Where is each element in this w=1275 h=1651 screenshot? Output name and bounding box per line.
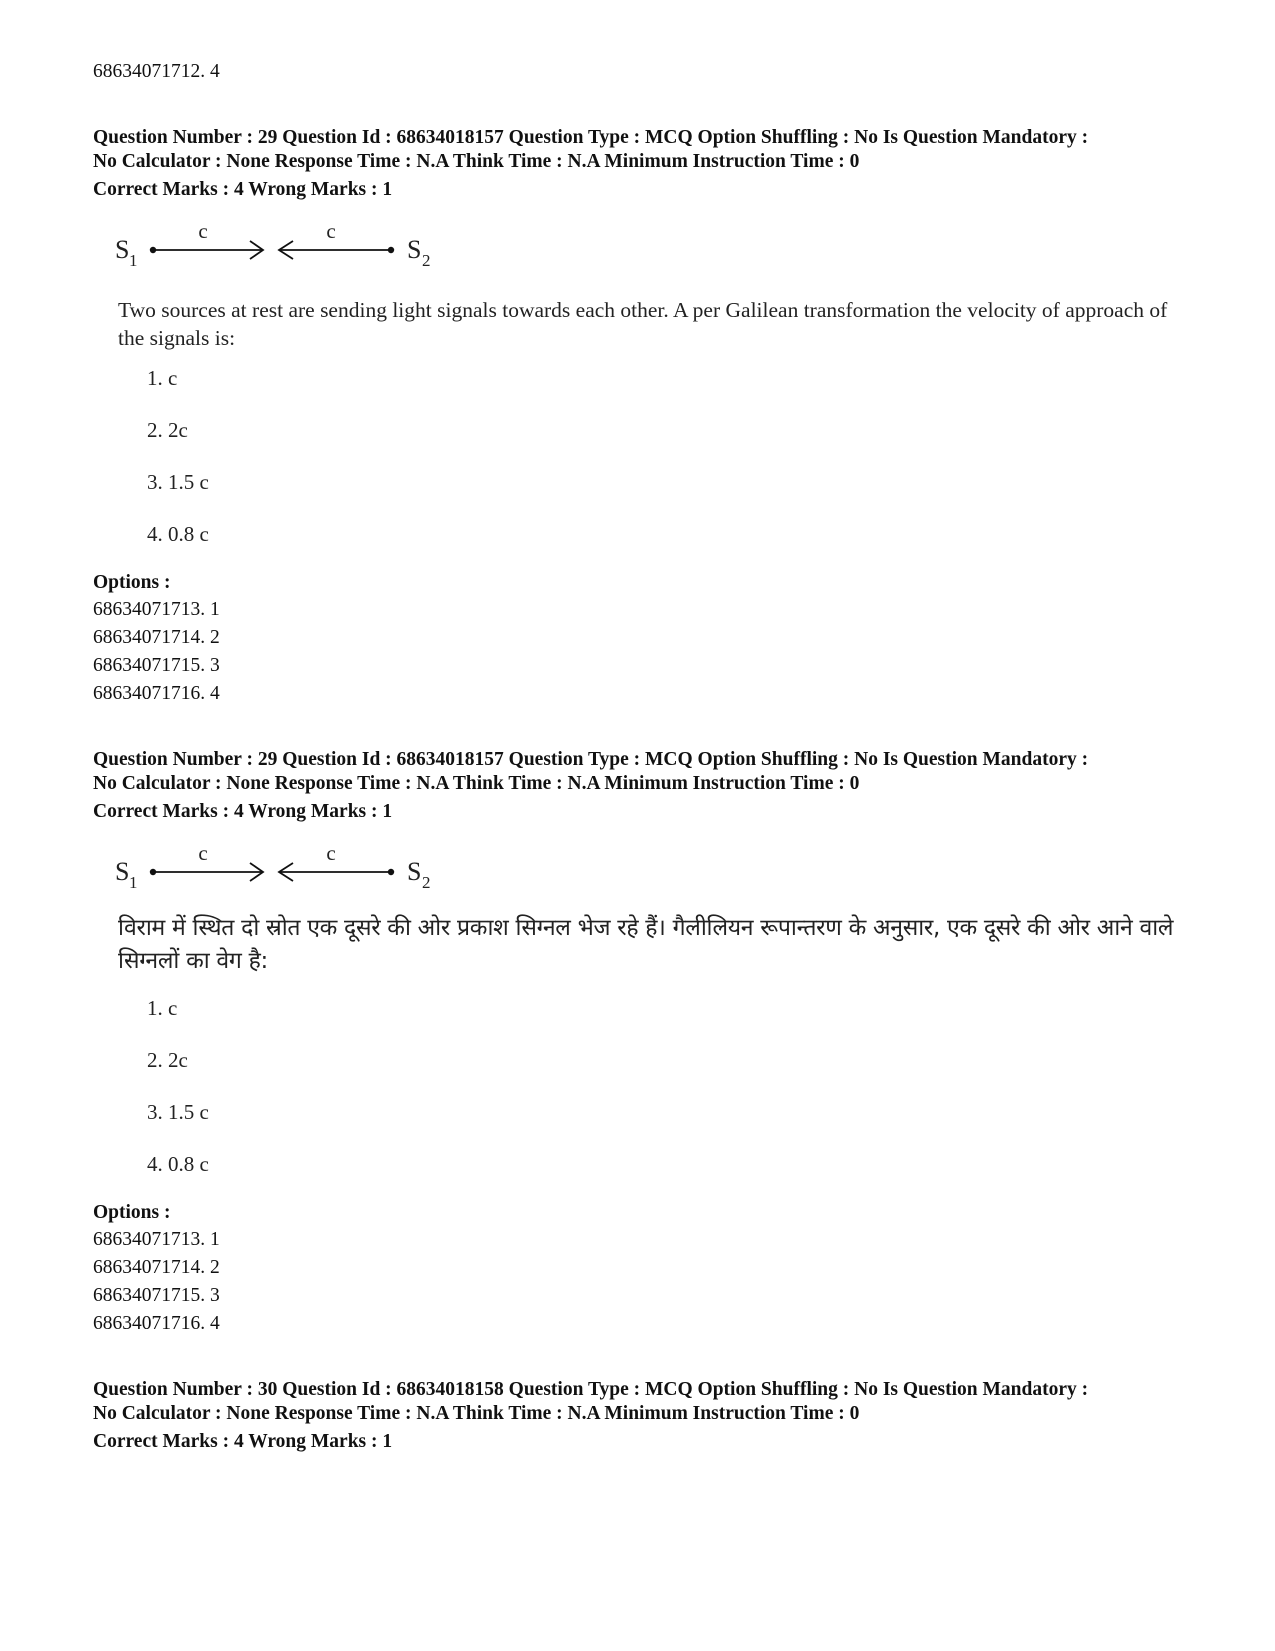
previous-option-line: 68634071712. 4 [93, 61, 220, 82]
source-s1-label: S [115, 235, 130, 264]
question-header [93, 126, 1203, 202]
source-s2-subscript: 2 [422, 873, 431, 892]
marks-line: Correct Marks : 4 Wrong Marks : 1 [93, 801, 393, 822]
source-s2-label: S [407, 235, 422, 264]
source-s1-subscript: 1 [129, 873, 138, 892]
question-meta-line-2: No Calculator : None Response Time : N.A Think Time : N.A Minimum Instruction Time : 0 [93, 772, 860, 794]
question-meta-line-2: No Calculator : None Response Time : N.A Think Time : N.A Minimum Instruction Time : 0 [93, 1402, 860, 1424]
question-meta-line-1: Question Number : 30 Question Id : 68634018158 Question Type : MCQ Option Shuffling : No Is Question Mandatory : [93, 1379, 1089, 1400]
option-id-line: 68634071714. 2 [93, 1257, 220, 1278]
right-arrow-velocity-label: c [326, 224, 336, 243]
question-header [93, 1378, 1203, 1454]
source-s1-label: S [115, 857, 130, 886]
option-id-line: 68634071715. 3 [93, 655, 220, 676]
sources-diagram [113, 846, 453, 898]
question-meta-line-1: Question Number : 29 Question Id : 68634018157 Question Type : MCQ Option Shuffling : No Is Question Mandatory : [93, 749, 1089, 770]
choice-item: 4. 0.8 c [147, 1152, 209, 1176]
choice-item: 2. 2c [147, 418, 188, 442]
source-s1-subscript: 1 [129, 251, 138, 270]
left-arrow-velocity-label: c [198, 224, 208, 243]
marks-line: Correct Marks : 4 Wrong Marks : 1 [93, 179, 393, 200]
choice-item: 2. 2c [147, 1048, 188, 1072]
question-text-hindi: विराम में स्थित दो स्रोत एक दूसरे की ओर प्रकाश सिग्नल भेज रहे हैं। गैलीलियन रूपान्तरण के अनुसार, एक दूसरे की ओर आने वाले सिग्नलों का वेग है: [118, 915, 1174, 974]
choice-item: 4. 0.8 c [147, 522, 209, 546]
left-arrow-velocity-label: c [198, 846, 208, 865]
question-meta-line-2: No Calculator : None Response Time : N.A Think Time : N.A Minimum Instruction Time : 0 [93, 150, 860, 172]
source-s2-dot [388, 247, 394, 253]
option-id-line: 68634071713. 1 [93, 599, 220, 620]
marks-line: Correct Marks : 4 Wrong Marks : 1 [93, 1431, 393, 1452]
choice-item: 1. c [147, 996, 178, 1020]
option-id-line: 68634071716. 4 [93, 683, 220, 704]
option-id-line: 68634071714. 2 [93, 627, 220, 648]
question-meta-line-1: Question Number : 29 Question Id : 68634018157 Question Type : MCQ Option Shuffling : No Is Question Mandatory : [93, 127, 1089, 148]
question-header [93, 748, 1203, 824]
option-id-line: 68634071715. 3 [93, 1285, 220, 1306]
source-s2-subscript: 2 [422, 251, 431, 270]
source-s2-dot [388, 869, 394, 875]
options-heading: Options : [93, 572, 171, 593]
source-s2-label: S [407, 857, 422, 886]
choice-item: 3. 1.5 c [147, 470, 209, 494]
choice-item: 1. c [147, 366, 178, 390]
option-id-line: 68634071716. 4 [93, 1313, 220, 1334]
choice-item: 3. 1.5 c [147, 1100, 209, 1124]
sources-diagram [113, 224, 453, 276]
question-text: Two sources at rest are sending light signals towards each other. A per Galilean transformation the velocity of approach of the signals is: [118, 298, 1168, 350]
option-id-line: 68634071713. 1 [93, 1229, 220, 1250]
right-arrow-velocity-label: c [326, 846, 336, 865]
options-heading: Options : [93, 1202, 171, 1223]
